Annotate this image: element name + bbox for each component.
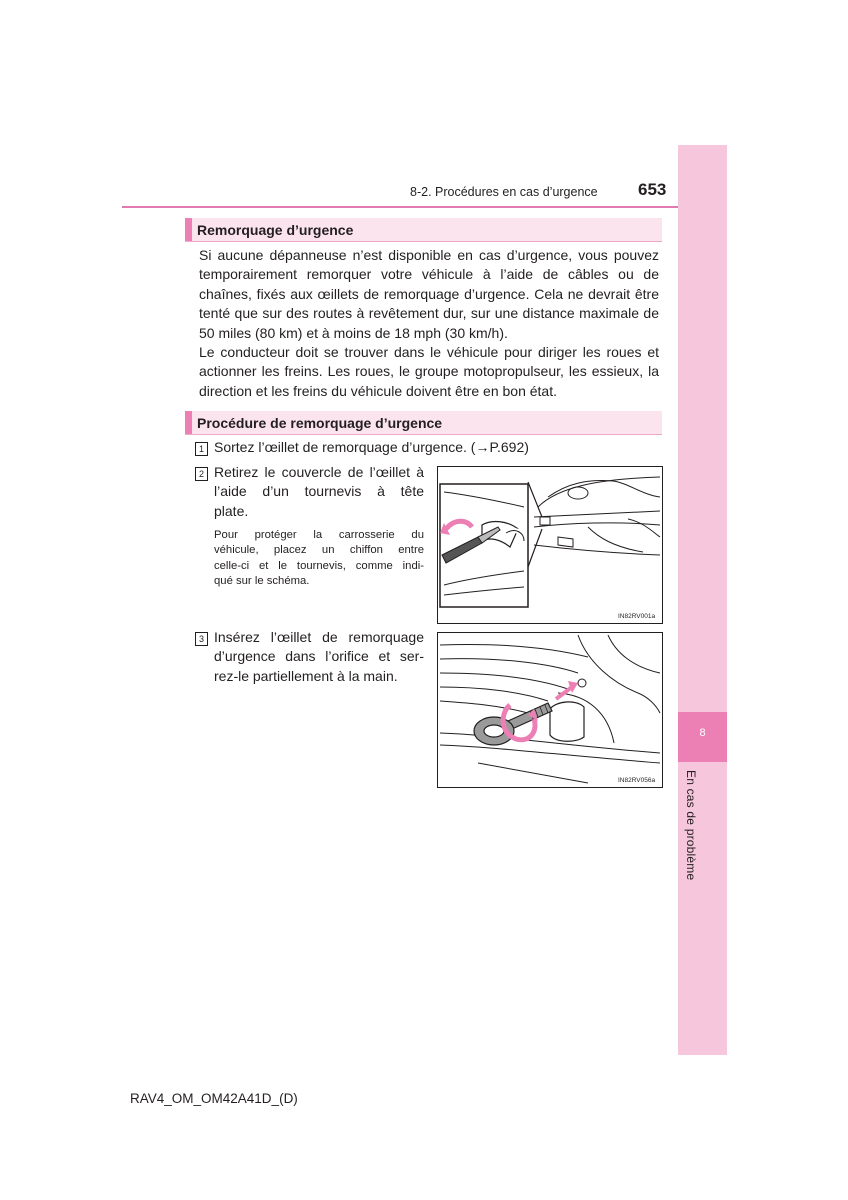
- header-rule: [122, 206, 678, 208]
- step-number-1: 1: [195, 442, 208, 456]
- image-code: IN82RV001a: [618, 613, 656, 620]
- step-2-line: Retirez le couvercle de l’œillet à: [214, 464, 424, 480]
- section-heading-emergency-towing: [185, 218, 662, 242]
- running-header-section: 8-2. Procédures en cas d’urgence: [410, 185, 598, 199]
- section-heading-towing-procedure: [185, 411, 662, 435]
- note-line: celle-ci et le tournevis, comme indi-: [214, 559, 424, 572]
- illustration-remove-cover: [437, 466, 663, 624]
- note-line: qué sur le schéma.: [214, 575, 310, 588]
- step-2-line: l’aide d’un tournevis à tête: [214, 483, 424, 500]
- heading-accent-bar: [185, 411, 192, 434]
- illustration-insert-towing-eye: [437, 632, 663, 788]
- step-3-line: rez-le partiellement à la main.: [214, 667, 398, 684]
- step-3-line: d’urgence dans l’orifice et ser-: [214, 648, 424, 665]
- step-number-2: 2: [195, 467, 208, 481]
- step-2-line: plate.: [214, 502, 249, 519]
- chapter-title: En cas de problème: [684, 770, 698, 881]
- page-number: 653: [638, 180, 667, 199]
- towing-eye-illustration: [438, 633, 662, 787]
- section-heading-label: Procédure de remorquage d’urgence: [197, 415, 443, 431]
- step-3-text: [214, 628, 424, 686]
- heading-accent-bar: [185, 218, 192, 241]
- reference-arrow-icon: →: [475, 439, 490, 455]
- image-code: IN82RV056a: [618, 777, 656, 784]
- note-line: véhicule, placez un chiffon entre: [214, 544, 424, 557]
- page-reference-link[interactable]: P.692): [489, 439, 529, 455]
- section1-body: [199, 246, 659, 401]
- paragraph-driver-requirements: Le conducteur doit se trouver dans le véhicule pour diriger les roues et actionner les freins. Les roues, le groupe motopropulseur, les essieux, la direction et les freins du véhicule doivent être en bon état.: [199, 344, 659, 399]
- step-2-note: [214, 528, 424, 590]
- chapter-side-strip: [678, 145, 727, 1055]
- screwdriver-illustration: [438, 467, 662, 623]
- step-1-text: [214, 438, 529, 457]
- step-number-3: 3: [195, 632, 208, 646]
- paragraph-towing-conditions: Si aucune dépanneuse n’est disponible en cas d’urgence, vous pouvez temporairement remorquer votre véhicule à l’aide de câbles ou de chaînes, fixés aux œillets de remorquage d’urgence. Cela ne devrait être tenté que sur des routes à revêtement dur, sur une distance maximale de 50 miles (80 km) et à moins de 18 mph (30 km/h).: [199, 247, 659, 341]
- note-line: Pour protéger la carrosserie du: [214, 529, 424, 541]
- step-3-line: Insérez l’œillet de remorquage: [214, 629, 424, 645]
- step-2-text: [214, 463, 424, 521]
- step-1-instruction: Sortez l’œillet de remorquage d’urgence. (: [214, 439, 476, 455]
- chapter-number: 8: [699, 727, 706, 739]
- section-heading-label: Remorquage d’urgence: [197, 222, 354, 238]
- footer-document-code: RAV4_OM_OM42A41D_(D): [130, 1091, 298, 1106]
